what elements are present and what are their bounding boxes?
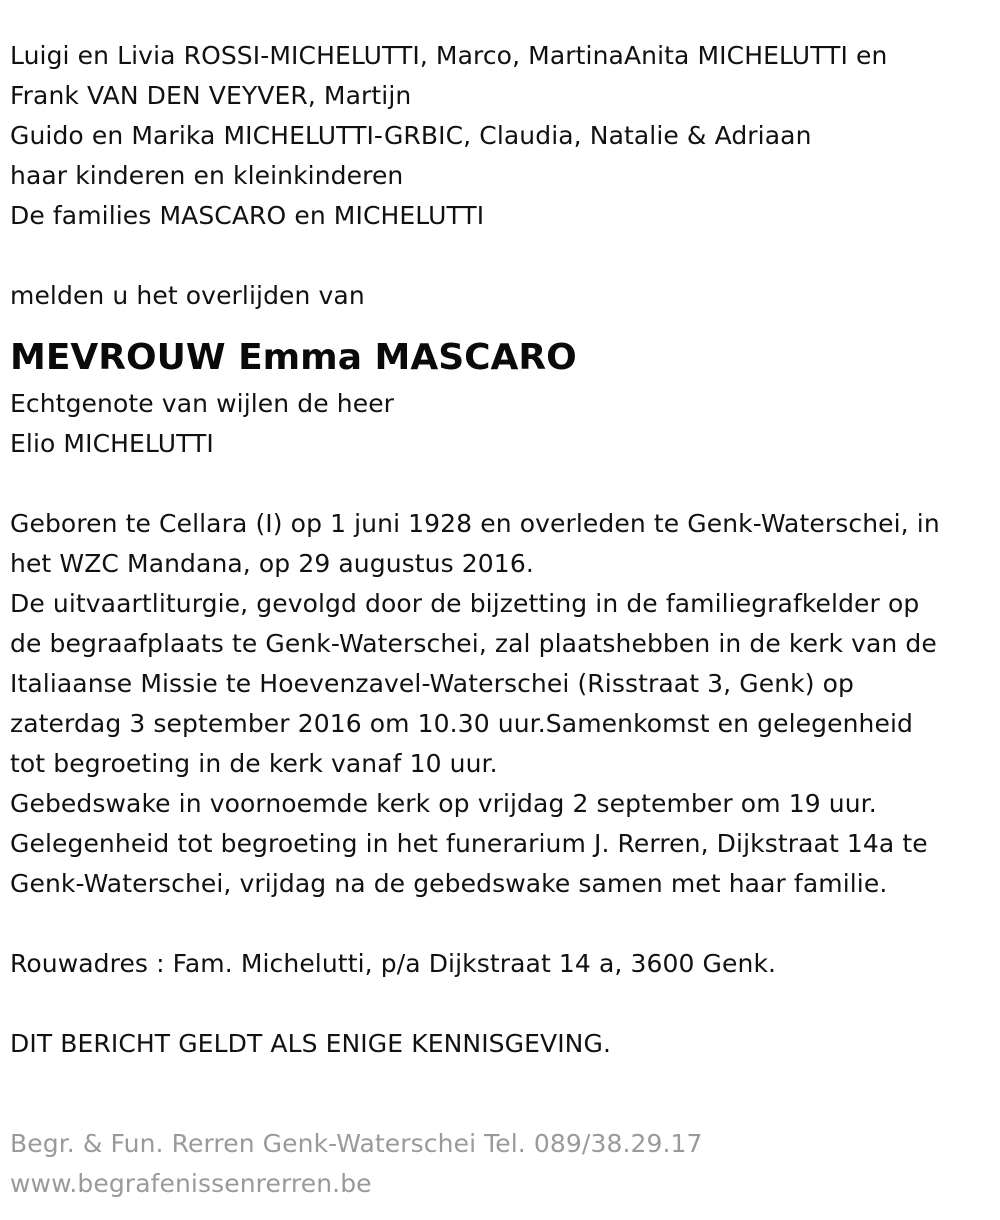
details-line: Gelegenheid tot begroeting in het funerarium J. Rerren, Dijkstraat 14a te	[10, 829, 928, 858]
details-line: Italiaanse Missie te Hoevenzavel-Waterschei (Risstraat 3, Genk) op	[10, 669, 854, 698]
family-line: Luigi en Livia ROSSI-MICHELUTTI, Marco, MartinaAnita MICHELUTTI en	[10, 41, 888, 70]
spacer	[10, 464, 990, 504]
website-link[interactable]: www.begrafenissenrerren.be	[10, 1169, 372, 1198]
announcement-text: melden u het overlijden van	[10, 281, 365, 310]
funeral-home-info: Begr. & Fun. Rerren Genk-Waterschei Tel. 089/38.29.17	[10, 1129, 703, 1158]
details-line: het WZC Mandana, op 29 augustus 2016.	[10, 549, 534, 578]
relation-line: Echtgenote van wijlen de heer	[10, 389, 395, 418]
details-line: zaterdag 3 september 2016 om 10.30 uur.Samenkomst en gelegenheid	[10, 709, 913, 738]
obituary-notice	[10, 36, 990, 1064]
details-line: Gebedswake in voornoemde kerk op vrijdag 2 september om 19 uur.	[10, 789, 877, 818]
details-line: De uitvaartliturgie, gevolgd door de bijzetting in de familiegrafkelder op	[10, 589, 920, 618]
notice-text: DIT BERICHT GELDT ALS ENIGE KENNISGEVING.	[10, 1029, 611, 1058]
family-line: haar kinderen en kleinkinderen	[10, 161, 404, 190]
family-line: Frank VAN DEN VEYVER, Martijn	[10, 81, 412, 110]
family-line: De families MASCARO en MICHELUTTI	[10, 201, 485, 230]
footer	[10, 1124, 990, 1204]
mourning-address: Rouwadres : Fam. Michelutti, p/a Dijkstraat 14 a, 3600 Genk.	[10, 949, 777, 978]
family-list	[10, 36, 990, 236]
details-line: Geboren te Cellara (I) op 1 juni 1928 en overleden te Genk-Waterschei, in	[10, 509, 940, 538]
details-paragraph	[10, 504, 990, 904]
details-line: de begraafplaats te Genk-Waterschei, zal plaatshebben in de kerk van de	[10, 629, 937, 658]
family-line: Guido en Marika MICHELUTTI-GRBIC, Claudia, Natalie & Adriaan	[10, 121, 812, 150]
spacer	[10, 904, 990, 944]
details-line: tot begroeting in de kerk vanaf 10 uur.	[10, 749, 498, 778]
relation-line: Elio MICHELUTTI	[10, 429, 214, 458]
spacer	[10, 984, 990, 1024]
deceased-name: MEVROUW Emma MASCARO	[10, 337, 577, 378]
details-line: Genk-Waterschei, vrijdag na de gebedswake samen met haar familie.	[10, 869, 888, 898]
deceased-block	[10, 336, 990, 464]
spacer	[10, 236, 990, 276]
